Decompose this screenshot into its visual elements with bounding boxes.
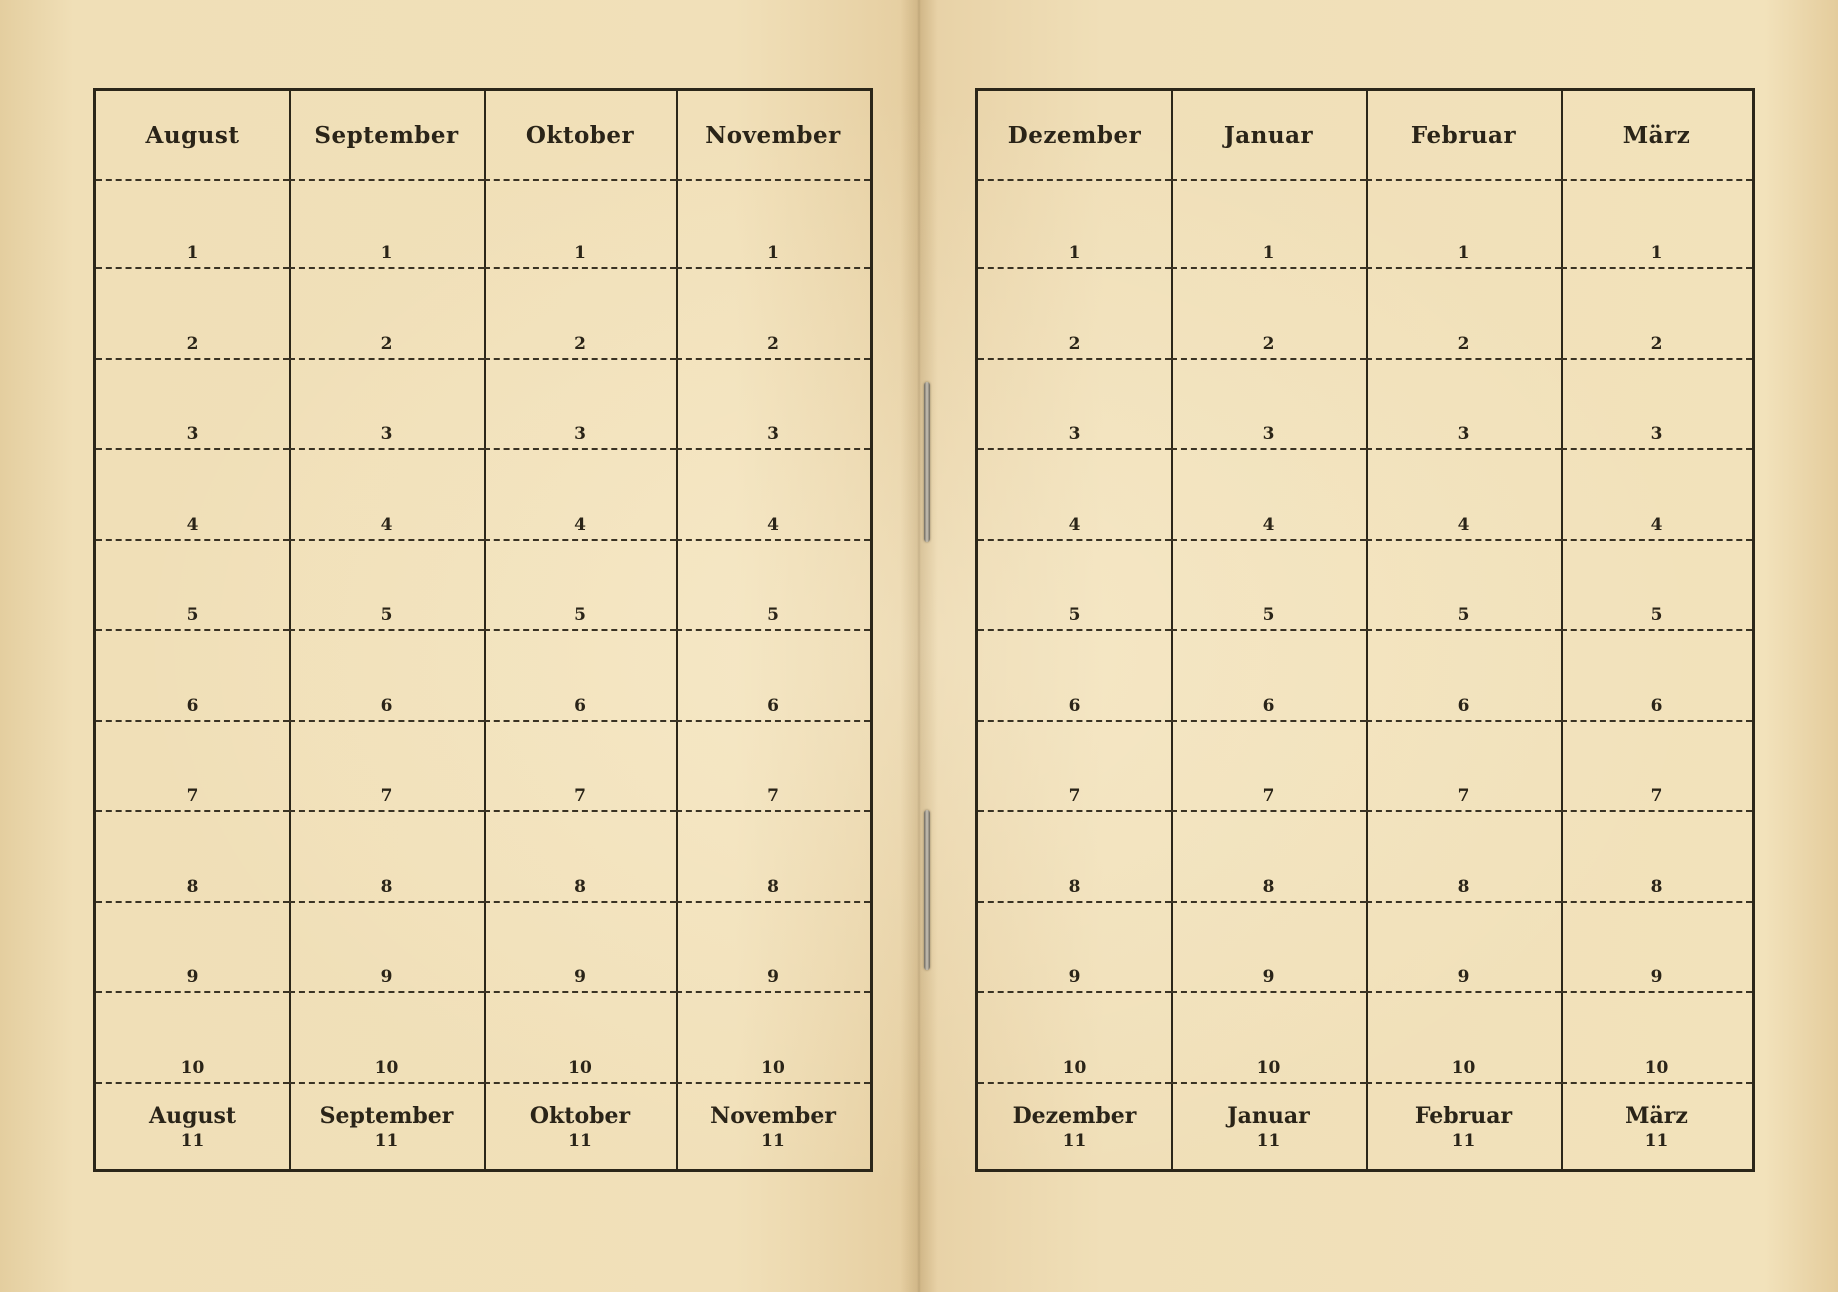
day-cell[interactable]	[96, 179, 289, 269]
day-cell[interactable]	[289, 360, 484, 450]
day-number: 7	[1262, 786, 1275, 806]
day-cell[interactable]	[1366, 179, 1561, 269]
day-cell[interactable]	[978, 813, 1171, 903]
day-number: 4	[380, 514, 393, 535]
day-cell[interactable]	[1561, 632, 1752, 722]
month-header: Oktober	[484, 91, 676, 181]
day-number: 2	[1068, 333, 1081, 354]
day-cell[interactable]	[484, 541, 676, 631]
month-header: November	[676, 91, 870, 181]
day-number: 7	[1068, 786, 1081, 806]
month-header: Dezember	[978, 91, 1171, 181]
day-number: 2	[1262, 333, 1275, 354]
day-cell[interactable]	[96, 994, 289, 1084]
day-number: 1	[1262, 243, 1275, 263]
footer-day-number: 11	[180, 1131, 205, 1151]
day-cell[interactable]	[1366, 632, 1561, 722]
day-number: 7	[380, 786, 393, 806]
day-cell[interactable]	[676, 722, 870, 812]
day-number: 10	[1062, 1057, 1087, 1078]
day-cell[interactable]	[289, 270, 484, 360]
day-cell[interactable]	[978, 360, 1171, 450]
day-number: 10	[1256, 1057, 1281, 1078]
day-cell[interactable]	[1561, 179, 1752, 269]
day-number: 6	[380, 695, 393, 716]
day-cell[interactable]	[676, 270, 870, 360]
day-cell[interactable]	[1366, 360, 1561, 450]
day-cell[interactable]	[289, 632, 484, 722]
day-cell[interactable]	[96, 360, 289, 450]
day-number: 4	[1650, 514, 1663, 535]
day-cell[interactable]	[1561, 360, 1752, 450]
day-number: 7	[767, 786, 779, 806]
day-number: 10	[1451, 1057, 1476, 1078]
month-header: März	[1561, 91, 1752, 181]
day-cell[interactable]	[96, 270, 289, 360]
day-cell[interactable]	[289, 813, 484, 903]
day-cell[interactable]	[1561, 451, 1752, 541]
day-number: 8	[1262, 876, 1275, 897]
day-number: 3	[1457, 424, 1470, 444]
day-number: 6	[1650, 695, 1663, 716]
day-number: 8	[380, 876, 393, 897]
day-cell[interactable]	[484, 632, 676, 722]
day-cell[interactable]	[289, 722, 484, 812]
day-number: 5	[1650, 605, 1663, 625]
day-cell[interactable]	[1171, 270, 1366, 360]
day-cell[interactable]	[96, 541, 289, 631]
day-cell[interactable]	[1171, 451, 1366, 541]
month-header: Januar	[1171, 91, 1366, 181]
day-cell[interactable]	[978, 903, 1171, 993]
day-number: 9	[1262, 967, 1275, 987]
day-number: 1	[380, 243, 393, 263]
month-column	[978, 91, 1173, 1169]
day-number: 6	[767, 695, 779, 716]
day-cell[interactable]	[978, 179, 1171, 269]
day-cell[interactable]	[978, 270, 1171, 360]
month-footer	[978, 1083, 1171, 1169]
day-cell[interactable]	[676, 994, 870, 1084]
day-number: 1	[1650, 243, 1663, 263]
day-number: 3	[1262, 424, 1275, 444]
month-column	[1366, 91, 1563, 1169]
day-cell[interactable]	[676, 903, 870, 993]
day-number: 8	[767, 876, 779, 897]
day-cell[interactable]	[1366, 722, 1561, 812]
footer-month-name: November	[710, 1103, 836, 1129]
day-cell[interactable]	[978, 451, 1171, 541]
footer-month-name: Dezember	[1012, 1103, 1137, 1129]
day-cell[interactable]	[289, 179, 484, 269]
day-number: 9	[1650, 967, 1663, 987]
footer-day-number: 11	[1451, 1131, 1476, 1151]
day-number: 2	[574, 333, 586, 354]
day-number: 4	[1068, 514, 1081, 535]
day-number: 10	[761, 1057, 785, 1078]
day-cell[interactable]	[1561, 270, 1752, 360]
month-header: August	[96, 91, 289, 181]
day-number: 10	[180, 1057, 205, 1078]
day-number: 2	[1650, 333, 1663, 354]
footer-day-number: 11	[568, 1131, 592, 1151]
day-number: 3	[574, 424, 586, 444]
day-cell[interactable]	[484, 903, 676, 993]
month-header: September	[289, 91, 484, 181]
day-cell[interactable]	[1171, 994, 1366, 1084]
day-number: 6	[186, 695, 199, 716]
day-number: 9	[186, 967, 199, 987]
day-cell[interactable]	[978, 994, 1171, 1084]
day-cell[interactable]	[484, 179, 676, 269]
day-cell[interactable]	[1561, 994, 1752, 1084]
day-cell[interactable]	[96, 722, 289, 812]
month-footer	[1366, 1083, 1561, 1169]
day-number: 2	[1457, 333, 1470, 354]
day-number: 7	[1457, 786, 1470, 806]
day-number: 1	[574, 243, 586, 263]
day-number: 10	[374, 1057, 399, 1078]
day-cell[interactable]	[484, 813, 676, 903]
day-cell[interactable]	[676, 632, 870, 722]
day-number: 5	[380, 605, 393, 625]
day-number: 3	[1650, 424, 1663, 444]
left-page-table	[93, 88, 873, 1172]
day-number: 7	[186, 786, 199, 806]
day-number: 9	[1068, 967, 1081, 987]
day-cell[interactable]	[676, 179, 870, 269]
day-cell[interactable]	[978, 722, 1171, 812]
day-cell[interactable]	[1366, 270, 1561, 360]
day-number: 4	[186, 514, 199, 535]
day-number: 3	[767, 424, 779, 444]
month-footer	[289, 1083, 484, 1169]
day-number: 3	[1068, 424, 1081, 444]
day-cell[interactable]	[96, 632, 289, 722]
day-cell[interactable]	[96, 903, 289, 993]
day-number: 5	[1457, 605, 1470, 625]
month-column	[96, 91, 291, 1169]
day-number: 2	[767, 333, 779, 354]
day-number: 5	[1262, 605, 1275, 625]
day-cell[interactable]	[1171, 813, 1366, 903]
day-number: 4	[1262, 514, 1275, 535]
footer-day-number: 11	[1256, 1131, 1281, 1151]
day-cell[interactable]	[484, 722, 676, 812]
day-number: 8	[1650, 876, 1663, 897]
day-cell[interactable]	[484, 994, 676, 1084]
day-number: 8	[1068, 876, 1081, 897]
book-fold	[900, 0, 938, 1292]
day-number: 5	[186, 605, 199, 625]
month-column	[484, 91, 678, 1169]
footer-day-number: 11	[374, 1131, 399, 1151]
footer-month-name: August	[149, 1103, 236, 1129]
day-number: 6	[1262, 695, 1275, 716]
day-cell[interactable]	[1561, 541, 1752, 631]
day-number: 10	[1644, 1057, 1669, 1078]
month-footer	[484, 1083, 676, 1169]
footer-month-name: März	[1625, 1103, 1688, 1129]
month-footer	[1561, 1083, 1752, 1169]
day-number: 9	[380, 967, 393, 987]
day-cell[interactable]	[1171, 903, 1366, 993]
day-cell[interactable]	[1171, 722, 1366, 812]
day-number: 5	[574, 605, 586, 625]
day-number: 8	[574, 876, 586, 897]
staple-top	[924, 382, 930, 542]
day-number: 7	[1650, 786, 1663, 806]
day-number: 6	[1068, 695, 1081, 716]
day-cell[interactable]	[676, 541, 870, 631]
day-cell[interactable]	[1171, 541, 1366, 631]
day-cell[interactable]	[1366, 813, 1561, 903]
day-cell[interactable]	[1366, 994, 1561, 1084]
footer-month-name: Januar	[1227, 1103, 1310, 1129]
day-number: 8	[1457, 876, 1470, 897]
day-cell[interactable]	[484, 270, 676, 360]
day-number: 9	[574, 967, 586, 987]
day-number: 3	[186, 424, 199, 444]
day-number: 4	[767, 514, 779, 535]
day-cell[interactable]	[484, 360, 676, 450]
day-number: 5	[1068, 605, 1081, 625]
day-number: 1	[186, 243, 199, 263]
day-cell[interactable]	[289, 451, 484, 541]
day-number: 1	[767, 243, 779, 263]
day-number: 9	[767, 967, 779, 987]
footer-month-name: September	[319, 1103, 454, 1129]
day-number: 1	[1068, 243, 1081, 263]
day-cell[interactable]	[1366, 903, 1561, 993]
day-cell[interactable]	[289, 994, 484, 1084]
day-cell[interactable]	[484, 451, 676, 541]
day-cell[interactable]	[978, 632, 1171, 722]
day-cell[interactable]	[676, 360, 870, 450]
day-number: 2	[380, 333, 393, 354]
day-cell[interactable]	[1366, 451, 1561, 541]
day-cell[interactable]	[1171, 632, 1366, 722]
day-number: 6	[1457, 695, 1470, 716]
footer-day-number: 11	[1062, 1131, 1087, 1151]
right-page-table	[975, 88, 1755, 1172]
footer-month-name: Oktober	[529, 1103, 631, 1129]
day-cell[interactable]	[96, 451, 289, 541]
day-cell[interactable]	[1561, 903, 1752, 993]
day-cell[interactable]	[1171, 360, 1366, 450]
month-column	[1561, 91, 1752, 1169]
day-number: 3	[380, 424, 393, 444]
day-number: 4	[1457, 514, 1470, 535]
day-cell[interactable]	[1366, 541, 1561, 631]
day-cell[interactable]	[1561, 813, 1752, 903]
day-number: 7	[574, 786, 586, 806]
month-footer	[1171, 1083, 1366, 1169]
month-footer	[676, 1083, 870, 1169]
day-cell[interactable]	[289, 541, 484, 631]
day-cell[interactable]	[676, 451, 870, 541]
day-cell[interactable]	[1561, 722, 1752, 812]
month-footer	[96, 1083, 289, 1169]
footer-day-number: 11	[761, 1131, 785, 1151]
day-cell[interactable]	[1171, 179, 1366, 269]
day-number: 6	[574, 695, 586, 716]
month-column	[289, 91, 486, 1169]
day-cell[interactable]	[676, 813, 870, 903]
day-number: 1	[1457, 243, 1470, 263]
footer-month-name: Februar	[1414, 1103, 1513, 1129]
month-header: Februar	[1366, 91, 1561, 181]
day-number: 4	[574, 514, 586, 535]
staple-bottom	[924, 810, 930, 970]
day-number: 8	[186, 876, 199, 897]
footer-day-number: 11	[1644, 1131, 1669, 1151]
day-number: 10	[568, 1057, 592, 1078]
day-cell[interactable]	[289, 903, 484, 993]
day-cell[interactable]	[96, 813, 289, 903]
day-cell[interactable]	[978, 541, 1171, 631]
day-number: 5	[767, 605, 779, 625]
day-number: 2	[186, 333, 199, 354]
month-column	[1171, 91, 1368, 1169]
day-number: 9	[1457, 967, 1470, 987]
month-column	[676, 91, 870, 1169]
